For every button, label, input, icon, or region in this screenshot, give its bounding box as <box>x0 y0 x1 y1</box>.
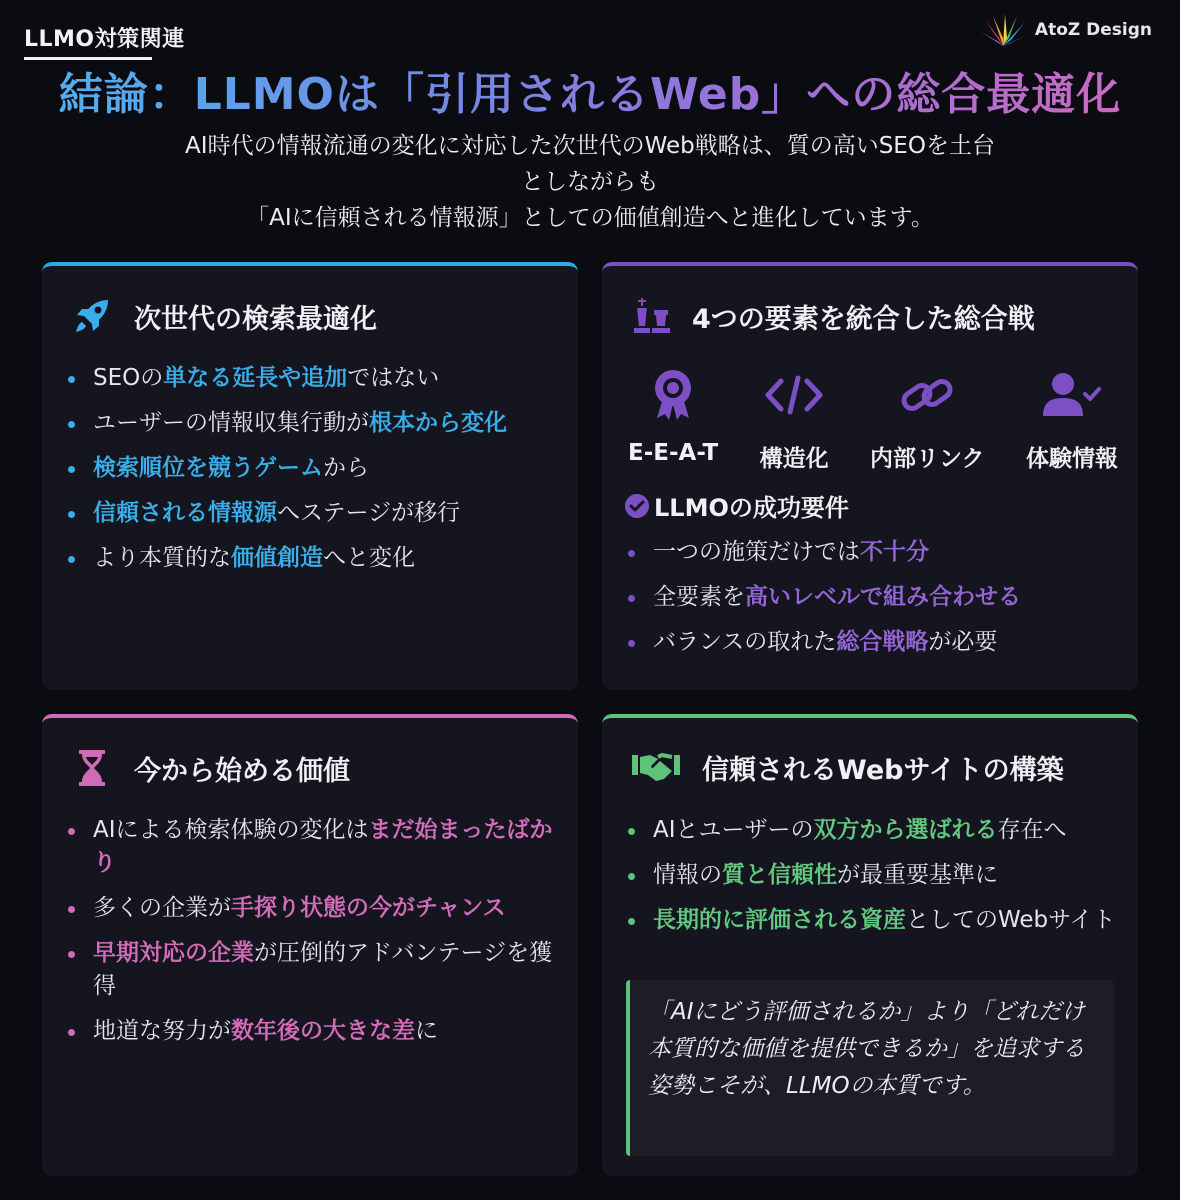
card-value-now <box>42 714 578 1176</box>
hourglass-icon <box>72 748 112 788</box>
element-structured <box>760 366 829 473</box>
list-item: 検索順位を競うゲームから <box>66 452 558 485</box>
list-item: ユーザーの情報収集行動が根本から変化 <box>66 407 558 440</box>
check-circle-icon <box>624 493 650 519</box>
list-item: 地道な努力が数年後の大きな差に <box>66 1015 558 1048</box>
summary-quote: 「AIにどう評価されるか」より「どれだけ本質的な価値を提供できるか」を追求する姿勢こそが、LLMOの本質です。 <box>626 980 1114 1156</box>
success-header <box>624 488 849 523</box>
user-check-icon <box>1043 372 1101 418</box>
list-item: 一つの施策だけでは不十分 <box>626 536 1118 569</box>
lead-line: としながらも <box>521 169 659 195</box>
bullet-list <box>66 814 558 1060</box>
bullet-list <box>626 536 1118 671</box>
list-item: 多くの企業が手探り状態の今がチャンス <box>66 892 558 925</box>
list-item: AIによる検索体験の変化はまだ始まったばかり <box>66 814 558 880</box>
card-title: 信頼されるWebサイトの構築 <box>702 755 1064 786</box>
brand-name: AtoZ Design <box>1034 20 1152 40</box>
category-label-block <box>24 22 185 60</box>
list-item: 情報の質と信頼性が最重要基準に <box>626 859 1118 892</box>
card-four-elements <box>602 262 1138 690</box>
element-label: 構造化 <box>759 446 829 472</box>
card-title: 今から始める価値 <box>134 755 350 787</box>
list-item: より本質的な価値創造へと変化 <box>66 542 558 575</box>
card-title: 4つの要素を統合した総合戦 <box>692 303 1035 335</box>
page-title: 結論：LLMOは「引用されるWeb」への総合最適化 <box>0 58 1180 122</box>
rocket-icon <box>72 296 112 336</box>
lead-text <box>90 128 1090 236</box>
chess-icon <box>632 296 670 336</box>
award-icon <box>653 368 693 422</box>
lead-line: AI時代の情報流通の変化に対応した次世代のWeb戦略は、質の高いSEOを土台 <box>185 133 995 159</box>
element-label: E-E-A-T <box>628 440 719 466</box>
element-label: 体験情報 <box>1025 446 1118 472</box>
bullet-list <box>66 362 558 587</box>
list-item: SEOの単なる延長や追加ではない <box>66 362 558 395</box>
list-item: 全要素を高いレベルで組み合わせる <box>626 581 1118 614</box>
code-icon <box>765 375 823 415</box>
element-row <box>628 366 1118 473</box>
element-internal-link <box>870 366 985 473</box>
link-icon <box>900 373 954 417</box>
brand-flower-icon <box>979 12 1027 48</box>
category-label: LLMO対策関連 <box>24 27 185 52</box>
list-item: 信頼される情報源へステージが移行 <box>66 497 558 530</box>
list-item: バランスの取れた総合戦略が必要 <box>626 626 1118 659</box>
lead-line: 「AIに信頼される情報源」としての価値創造へと進化しています。 <box>246 205 934 231</box>
element-experience <box>1026 366 1118 473</box>
element-eeat <box>628 366 718 473</box>
bullet-list <box>626 814 1118 949</box>
card-trusted-website <box>602 714 1138 1176</box>
list-item: 長期的に評価される資産としてのWebサイト <box>626 904 1118 937</box>
list-item: AIとユーザーの双方から選ばれる存在へ <box>626 814 1118 847</box>
element-label: 内部リンク <box>870 446 985 472</box>
success-title: LLMOの成功要件 <box>654 494 849 522</box>
list-item: 早期対応の企業が圧倒的アドバンテージを獲得 <box>66 937 558 1003</box>
card-title: 次世代の検索最適化 <box>134 303 377 335</box>
card-next-gen-search <box>42 262 578 690</box>
handshake-icon <box>632 751 680 785</box>
brand-logo <box>979 12 1152 48</box>
